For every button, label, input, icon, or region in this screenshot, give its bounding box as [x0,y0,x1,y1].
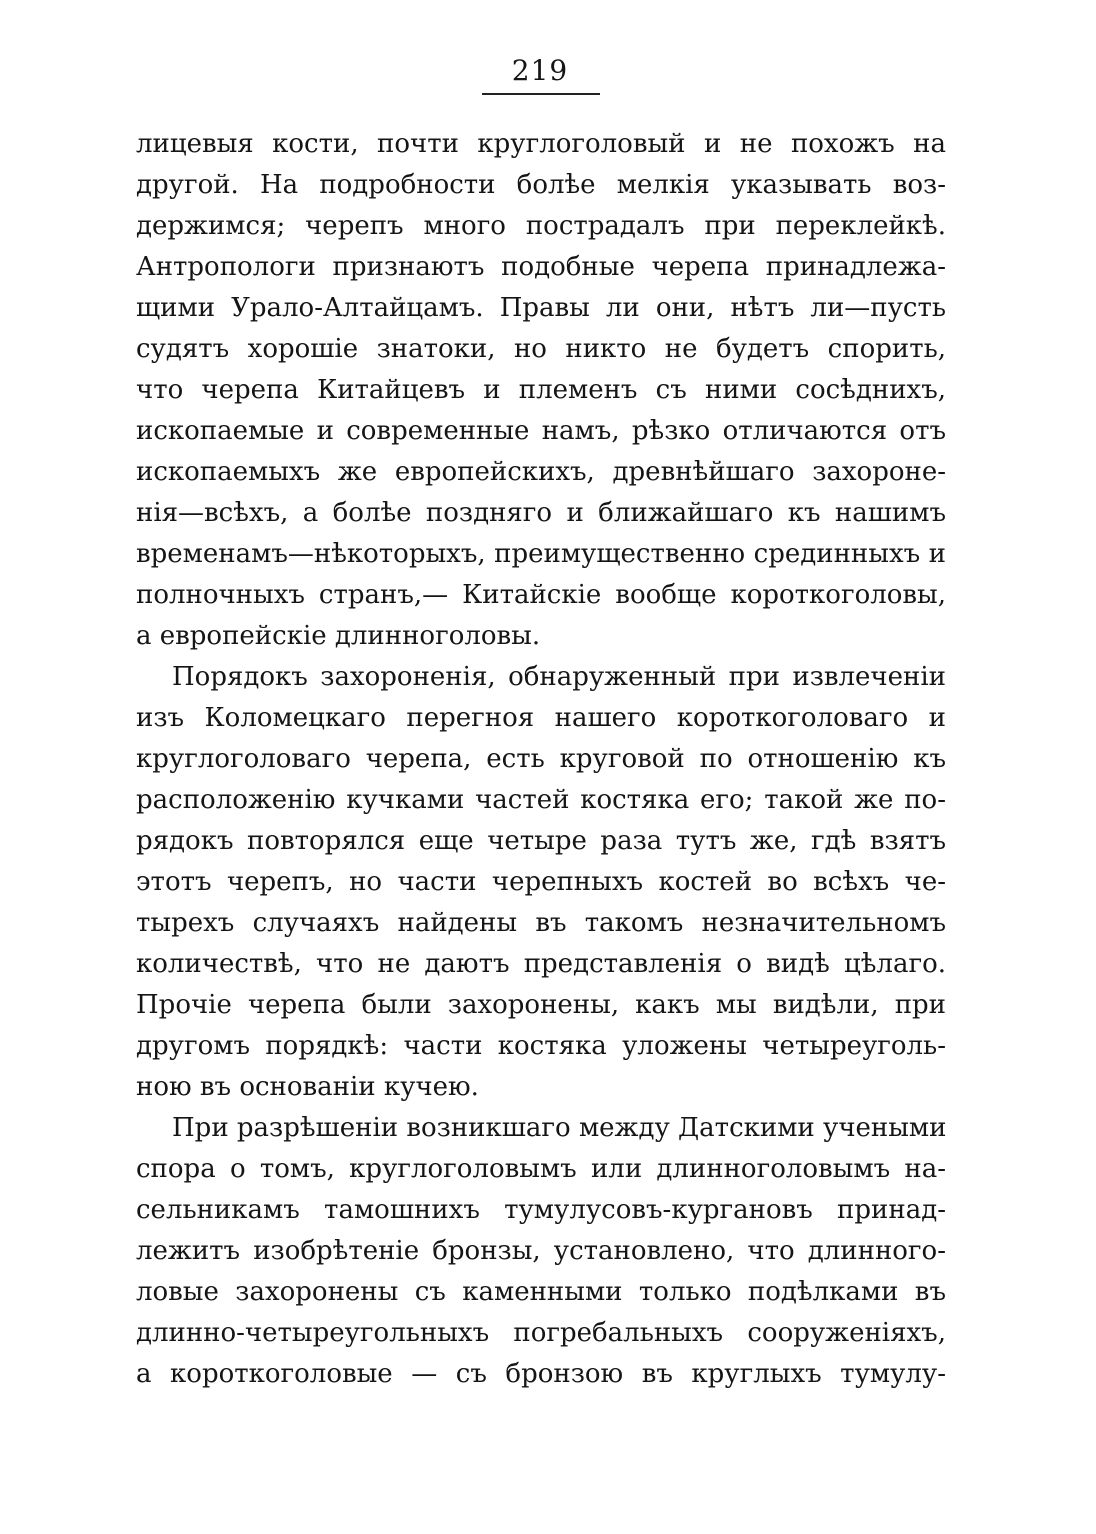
text-line: держимся; черепъ много пострадалъ при переклейкѣ. [136,211,946,241]
text-line: другомъ порядкѣ: части костяка уложены четыреуголь- [136,1031,946,1061]
text-line: временамъ—нѣкоторыхъ, преимущественно срединныхъ и [136,539,946,569]
text-line: лицевыя кости, почти круглоголовый и не похожъ на [136,129,946,159]
text-line: полночныхъ странъ,— Китайскіе вообще короткоголовы, [136,580,946,610]
text-line: Порядокъ захороненія, обнаруженный при извлеченіи [172,662,946,692]
text-line: щими Урало-Алтайцамъ. Правы ли они, нѣтъ ли—пусть [136,293,946,323]
text-line: ловые захоронены съ каменными только подѣлками въ [136,1277,946,1307]
text-line: длинно-четыреугольныхъ погребальныхъ сооруженіяхъ, [136,1318,946,1348]
text-line: рядокъ повторялся еще четыре раза тутъ же, гдѣ взятъ [136,826,946,856]
text-line: а европейскіе длинноголовы. [136,621,541,651]
text-line: круглоголоваго черепа, есть круговой по отношенію къ [136,744,946,774]
text-line: ископаемыхъ же европейскихъ, древнѣйшаго захороне- [136,457,946,487]
text-line: сельникамъ тамошнихъ тумулусовъ-кургановъ принад- [136,1195,946,1225]
text-line: При разрѣшеніи возникшаго между Датскими учеными [172,1113,946,1143]
text-line: расположенію кучками частей костяка его; такой же по- [136,785,946,815]
text-line: изъ Коломецкаго перегноя нашего короткоголоваго и [136,703,946,733]
text-line: что черепа Китайцевъ и племенъ съ ними сосѣднихъ, [136,375,946,405]
text-line: нія—всѣхъ, а болѣе поздняго и ближайшаго къ нашимъ [136,498,946,528]
text-line: ископаемые и современные намъ, рѣзко отличаются отъ [136,416,946,446]
text-line: лежитъ изобрѣтеніе бронзы, установлено, что длинного- [136,1236,946,1266]
text-line: спора о томъ, круглоголовымъ или длинноголовымъ на- [136,1154,946,1184]
page-number: 219 [511,54,569,87]
text-line: Прочіе черепа были захоронены, какъ мы видѣли, при [136,990,946,1020]
text-line: другой. На подробности болѣе мелкія указывать воз- [136,170,946,200]
text-line: тырехъ случаяхъ найдены въ такомъ незначительномъ [136,908,946,938]
text-line: судятъ хорошіе знатоки, но никто не будетъ спорить, [136,334,946,364]
text-line: Антропологи признаютъ подобные черепа принадлежа- [136,252,946,282]
text-line: этотъ черепъ, но части черепныхъ костей во всѣхъ че- [136,867,946,897]
text-line: количествѣ, что не даютъ представленія о видѣ цѣлаго. [136,949,946,979]
text-line: а короткоголовые — съ бронзою въ круглыхъ тумулу- [136,1359,946,1389]
text-line: ною въ основаніи кучею. [136,1072,479,1102]
